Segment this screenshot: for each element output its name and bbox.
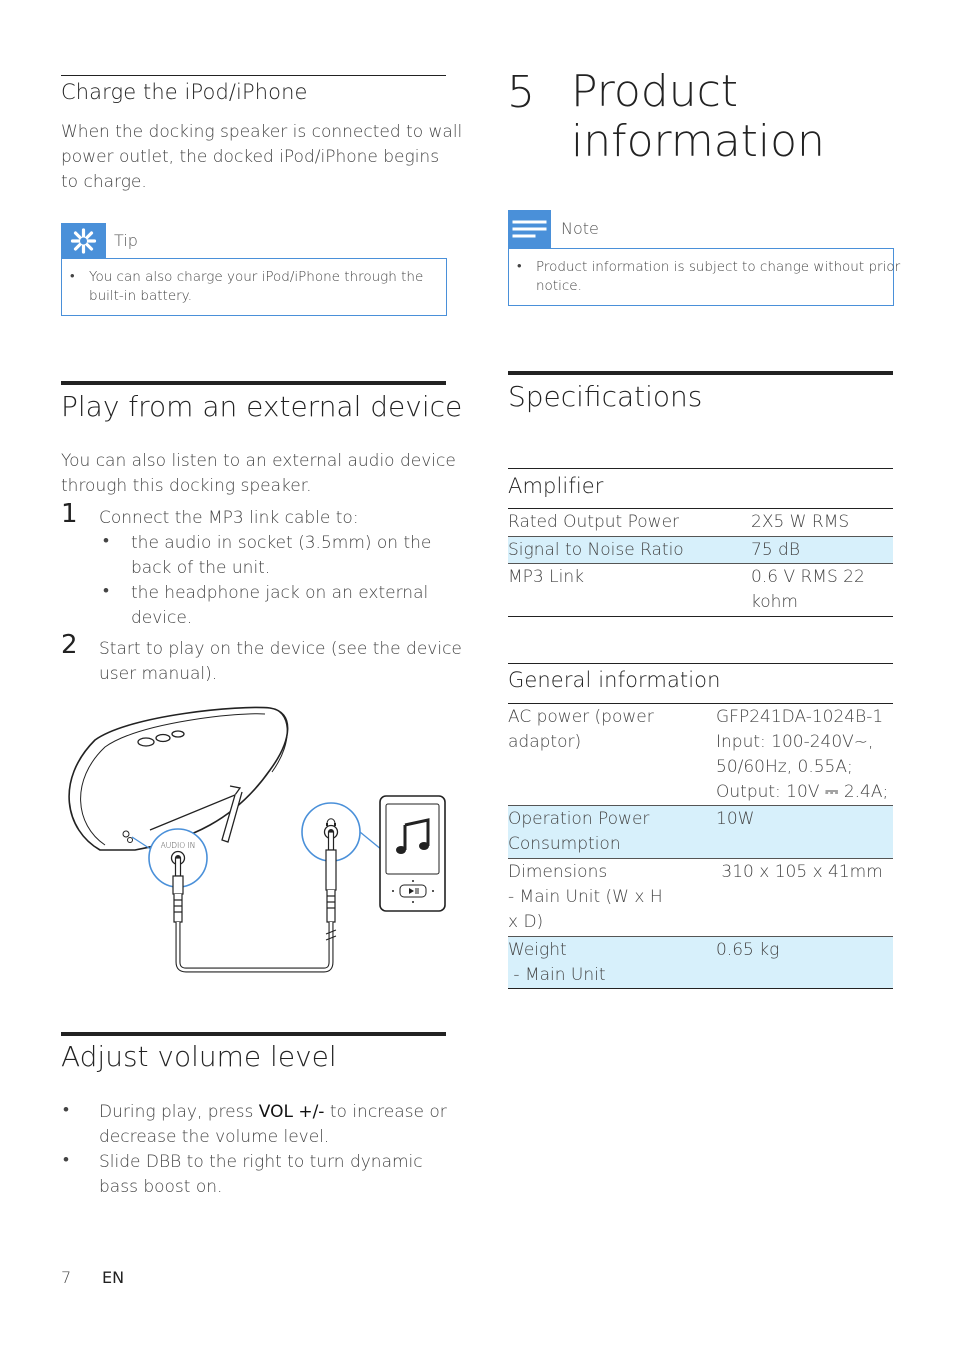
chapter-title-line: Product [571,66,739,117]
table-rule [508,468,893,469]
table-rule [508,616,893,617]
table-rule [508,988,893,989]
external-intro [61,449,456,499]
table-row [508,806,893,858]
tip-icon [61,223,106,259]
tip-text-line: built-in battery. [89,288,193,304]
spec-value: 2X5 W RMS [751,512,850,532]
language-code: EN [102,1268,125,1287]
spec-value-line: 0.6 V RMS 22 [751,567,865,587]
amplifier-heading: Amplifier [508,474,604,498]
sub-item-line: the headphone jack on an external [131,583,429,603]
spec-label: MP3 Link [508,567,584,587]
charge-body-line: power outlet, the docked iPod/iPhone begins [61,147,440,167]
volume-item-line: Slide DBB to the right to turn dynamic [99,1152,423,1172]
cable [178,922,331,970]
connection-illustration [60,700,450,980]
step-number: 1 [61,499,78,529]
step-text: Connect the MP3 link cable to: [99,508,359,528]
step-text-line: Start to play on the device (see the device [99,639,462,659]
note-text [536,258,900,296]
spec-value-line: GFP241DA-1024B-1 [716,707,884,727]
spec-label-line: - Main Unit [508,965,606,985]
tip-label: Tip [114,231,138,250]
spec-label-line: AC power (power [508,707,654,727]
volume-heading: Adjust volume level [61,1040,337,1073]
spec-label [508,807,649,857]
list-bullet: • [63,1100,69,1120]
table-row [508,537,893,563]
external-heading: Play from an external device [61,390,463,423]
step-sub-item [131,531,431,581]
volume-item-line [99,1100,447,1125]
spec-value-line: 50/60Hz, 0.55A; [716,757,853,777]
table-row [508,859,893,936]
table-row [508,564,893,616]
spec-value: 75 dB [751,540,800,560]
step-text [99,637,462,687]
charge-body-line: to charge. [61,172,147,192]
section-rule [61,1032,446,1036]
page-number: 7 [61,1268,72,1287]
table-row [508,937,893,988]
spec-label [508,705,654,755]
general-heading: General information [508,668,721,692]
note-icon [508,210,551,248]
list-bullet: • [103,531,109,551]
spec-label-line: Weight [508,940,567,960]
tip-text [89,268,423,306]
tip-text-line: You can also charge your iPod/iPhone through the [89,269,424,285]
volume-item [99,1100,447,1150]
chapter-title-line: information [571,116,825,167]
tip-bullet: • [70,269,75,284]
audio-in-label: AUDIO IN [160,841,196,850]
spec-value-line: kohm [751,592,798,612]
section-rule [508,371,893,375]
section-rule [61,381,446,385]
spec-value [716,705,888,805]
spec-label: Rated Output Power [508,512,680,532]
spec-label-line: Dimensions [508,862,608,882]
chapter-title [571,67,825,167]
external-intro-line: through this docking speaker. [61,476,312,496]
step-sub-item [131,581,428,631]
specs-heading: Specifications [508,380,703,413]
spec-value-line: Input: 100-240V~, [716,732,874,752]
chapter-number: 5 [507,67,535,118]
volume-item-line: decrease the volume level. [99,1127,330,1147]
volume-item [99,1150,423,1200]
step-text-line: user manual). [99,664,218,684]
spec-label-line: Operation Power [508,809,650,829]
sub-item-line: the audio in socket (3.5mm) on the [131,533,432,553]
sub-item-line: device. [131,608,193,628]
note-bullet: • [517,259,522,274]
spec-label-line: adaptor) [508,732,582,752]
step-number: 2 [61,630,78,660]
table-row [508,704,893,805]
spec-label-line: x D) [508,912,544,932]
spec-value-line: Output: 10V ⎓ 2.4A; [716,782,889,802]
spec-value: 10W [716,809,755,829]
list-bullet: • [103,581,109,601]
note-text-line: Product information is subject to change without prior [536,259,901,275]
sub-item-line: back of the unit. [131,558,271,578]
spec-value: 310 x 105 x 41mm [716,862,883,882]
spec-label [508,860,663,935]
volume-text: to increase or [324,1102,447,1122]
spec-label-line: Consumption [508,834,621,854]
spec-label: Signal to Noise Ratio [508,540,684,560]
charge-heading: Charge the iPod/iPhone [61,80,308,104]
spec-label-line: - Main Unit (W x H [508,887,663,907]
note-label: Note [561,219,599,238]
volume-item-line: bass boost on. [99,1177,223,1197]
headphone-callout [302,803,382,861]
charge-body-line: When the docking speaker is connected to wall [61,122,463,142]
table-rule [508,663,893,664]
volume-text: During play, press [99,1102,259,1122]
section-rule [61,75,446,76]
external-intro-line: You can also listen to an external audio device [61,451,456,471]
volume-key: VOL +/- [258,1102,325,1122]
list-bullet: • [63,1150,69,1170]
note-text-line: notice. [536,278,582,294]
mp3-player-illustration [380,796,445,911]
spec-value [751,565,865,615]
spec-label [508,938,606,988]
table-row [508,509,893,536]
charge-body [61,120,462,195]
spec-value: 0.65 kg [716,940,780,960]
